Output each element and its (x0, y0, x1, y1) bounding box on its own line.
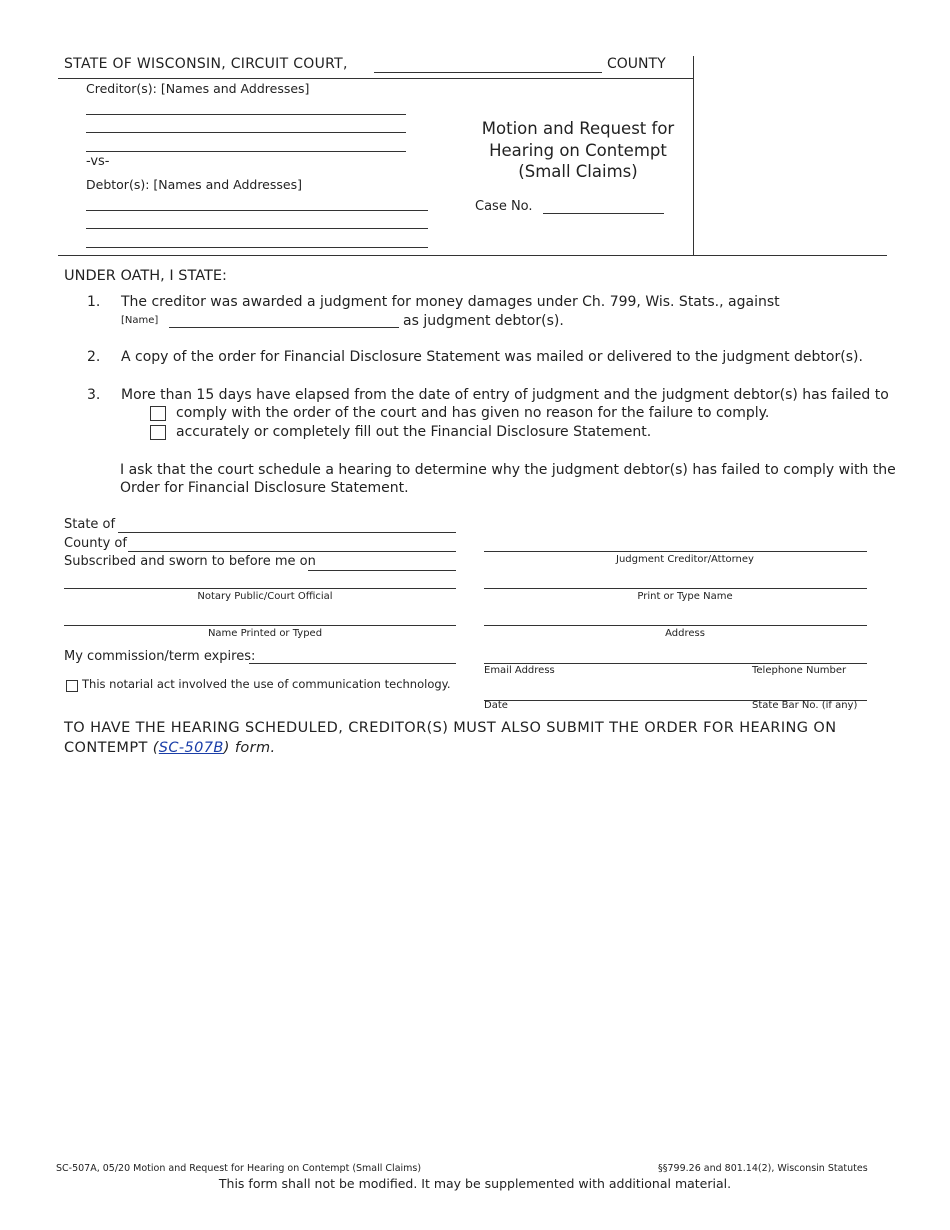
debtor-line-3[interactable] (86, 247, 428, 248)
creditor-line-1[interactable] (86, 114, 406, 115)
creditor-signature-line[interactable] (484, 551, 867, 552)
debtor-label: Debtor(s): [Names and Addresses] (86, 177, 302, 192)
footer-form-id: SC-507A, 05/20 Motion and Request for Hearing on Contempt (Small Claims) (56, 1163, 422, 1174)
failed-to-comply-checkbox[interactable] (150, 406, 166, 421)
form-title-line-3: (Small Claims) (518, 162, 638, 181)
sworn-label: Subscribed and sworn to before me on (64, 554, 316, 569)
telephone-caption: Telephone Number (752, 665, 847, 676)
circuit-county-field[interactable] (374, 72, 602, 73)
debtor-line-1[interactable] (86, 210, 428, 211)
item3-text: More than 15 days have elapsed from the date of entry of judgment and the judgment debtor(s) has failed to (121, 387, 889, 403)
case-number-field[interactable] (543, 213, 664, 214)
item3-number: 3. (87, 387, 101, 403)
item1-suffix: as judgment debtor(s). (403, 313, 564, 329)
footer-disclaimer: This form shall not be modified. It may be supplemented with additional material. (218, 1176, 732, 1191)
address-line[interactable] (484, 625, 867, 626)
state-of-field[interactable] (118, 532, 456, 533)
oath-heading: UNDER OATH, I STATE: (64, 268, 227, 284)
email-phone-line[interactable] (484, 663, 867, 664)
county-of-field[interactable] (128, 551, 456, 552)
state-bar-caption: State Bar No. (if any) (752, 700, 858, 711)
item3-option1-label: comply with the order of the court and has given no reason for the failure to comply. (176, 405, 770, 421)
communication-technology-checkbox[interactable] (66, 680, 78, 692)
date-caption: Date (484, 700, 508, 711)
notary-name-line[interactable] (64, 625, 456, 626)
notice-line-2 (64, 740, 276, 756)
notice-close-suffix: ) form. (223, 740, 276, 756)
communication-technology-label: This notarial act involved the use of communication technology. (82, 677, 451, 691)
print-name-caption: Print or Type Name (637, 591, 733, 602)
notice-line-1: TO HAVE THE HEARING SCHEDULED, CREDITOR(S) MUST ALSO SUBMIT THE ORDER FOR HEARING ON (64, 720, 837, 736)
county-label: COUNTY (607, 56, 666, 72)
item1-text: The creditor was awarded a judgment for money damages under Ch. 799, Wis. Stats., against (121, 294, 780, 310)
notice-line-2-prefix: CONTEMPT (64, 740, 148, 756)
form-title (458, 118, 698, 183)
form-title-line-2: Hearing on Contempt (489, 140, 667, 160)
notary-signature-line[interactable] (64, 588, 456, 589)
form-title-line-1: Motion and Request for (481, 119, 675, 138)
print-name-line[interactable] (484, 588, 867, 589)
address-caption: Address (665, 628, 705, 639)
item1-name-label: [Name] (121, 315, 159, 326)
debtor-line-2[interactable] (86, 228, 428, 229)
versus-label: -vs- (86, 154, 110, 169)
request-line-1: I ask that the court schedule a hearing to determine why the judgment debtor(s) has failed to comply with the (120, 462, 896, 478)
caption-top-rule (58, 78, 694, 79)
item1-number: 1. (87, 294, 101, 310)
creditor-line-3[interactable] (86, 151, 406, 152)
failed-to-fill-checkbox[interactable] (150, 425, 166, 440)
case-number-label: Case No. (475, 199, 533, 214)
notary-official-caption: Notary Public/Court Official (197, 591, 333, 602)
commission-label: My commission/term expires: (64, 649, 256, 664)
item3-option2-label: accurately or completely fill out the Financial Disclosure Statement. (176, 424, 652, 440)
creditor-label: Creditor(s): [Names and Addresses] (86, 81, 310, 96)
sc-507b-link[interactable]: SC-507B (158, 740, 224, 756)
caption-bottom-rule (58, 255, 887, 256)
commission-expires-field[interactable] (249, 663, 456, 664)
footer-statutes: §§799.26 and 801.14(2), Wisconsin Statutes (658, 1163, 868, 1174)
sworn-date-field[interactable] (308, 570, 456, 571)
email-caption: Email Address (484, 665, 555, 676)
item2-text: A copy of the order for Financial Disclosure Statement was mailed or delivered to the judgment debtor(s). (121, 349, 863, 365)
state-of-label: State of (64, 517, 116, 532)
creditor-line-2[interactable] (86, 132, 406, 133)
creditor-signature-caption: Judgment Creditor/Attorney (616, 554, 754, 565)
request-line-2: Order for Financial Disclosure Statement. (120, 480, 409, 496)
item2-number: 2. (87, 349, 101, 365)
county-of-label: County of (64, 536, 127, 551)
judgment-debtor-name-field[interactable] (169, 327, 399, 328)
notary-name-caption: Name Printed or Typed (207, 628, 323, 639)
court-heading: STATE OF WISCONSIN, CIRCUIT COURT, (64, 56, 348, 72)
notice-open-paren: ( (152, 740, 159, 756)
